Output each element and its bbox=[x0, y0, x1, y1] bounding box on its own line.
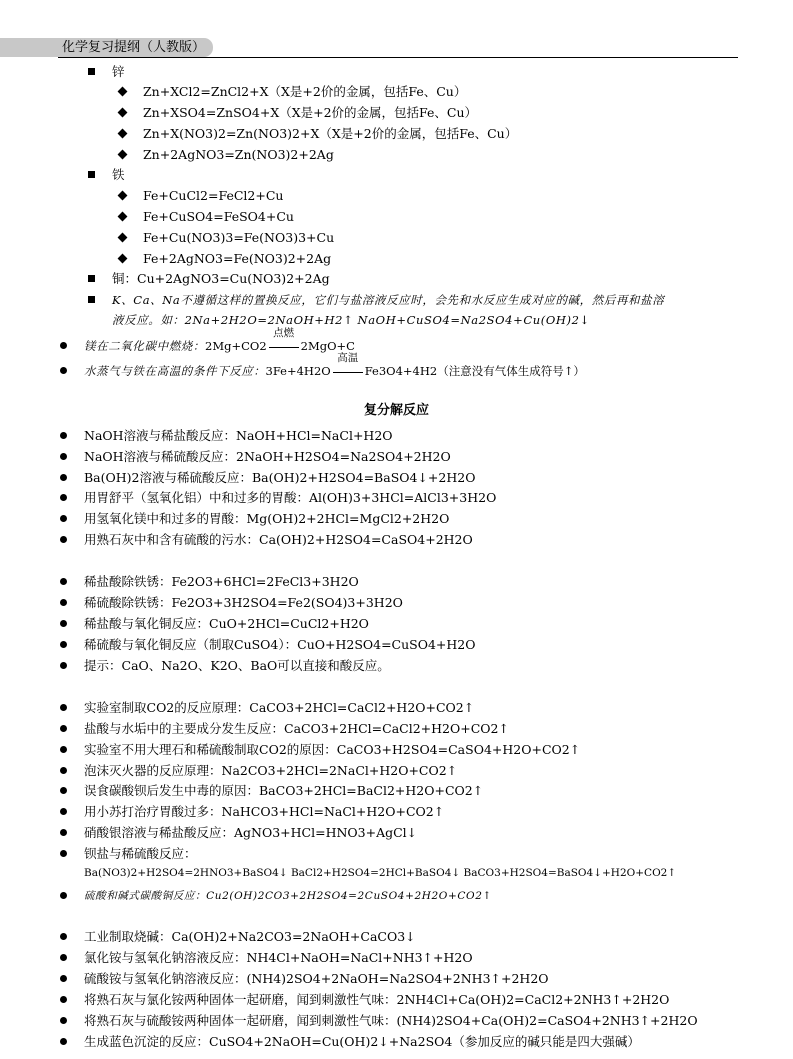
g4-item-2: 氯化铵与氢氧化钠溶液反应：NH4Cl+NaOH=NaCl+NH3↑+H2O bbox=[84, 950, 473, 965]
reaction-arrow bbox=[267, 327, 301, 355]
g2-item-3: 稀盐酸与氧化铜反应：CuO+2HCl=CuCl2+H2O bbox=[84, 616, 369, 631]
g3-item-8: 钡盐与稀硫酸反应： bbox=[84, 846, 197, 861]
mg-co2-desc: 镁在二氧化碳中燃烧： bbox=[84, 339, 205, 353]
iron-eq-4: Fe+2AgNO3=Fe(NO3)2+2Ag bbox=[143, 251, 332, 266]
round-bullet-icon bbox=[60, 892, 67, 899]
diamond-bullet-icon bbox=[118, 129, 128, 139]
g1-item-6: 用熟石灰中和含有硫酸的污水：Ca(OH)2+H2SO4=CaSO4+2H2O bbox=[84, 532, 473, 547]
round-bullet-icon bbox=[60, 453, 67, 460]
round-bullet-icon bbox=[60, 1038, 67, 1045]
steam-fe-left: 3Fe+4H2O bbox=[265, 364, 331, 378]
round-bullet-icon bbox=[60, 342, 67, 349]
g1-item-5: 用氢氧化镁中和过多的胃酸：Mg(OH)2+2HCl=MgCl2+2H2O bbox=[84, 511, 450, 526]
round-bullet-icon bbox=[60, 746, 67, 753]
round-bullet-icon bbox=[60, 599, 67, 606]
diamond-bullet-icon bbox=[118, 254, 128, 264]
zinc-eq-4: Zn+2AgNO3=Zn(NO3)2+2Ag bbox=[143, 147, 334, 162]
mg-co2-line bbox=[84, 327, 355, 355]
g4-item-3: 硫酸铵与氢氧化钠溶液反应：(NH4)2SO4+2NaOH=Na2SO4+2NH3↑+2H2O bbox=[84, 971, 549, 986]
g2-item-5: 提示：CaO、Na2O、K2O、BaO可以直接和酸反应。 bbox=[84, 658, 390, 673]
kcana-note-line1: K、Ca、Na不遵循这样的置换反应，它们与盐溶液反应时，会先和水反应生成对应的碱，然后再和盐溶 bbox=[112, 293, 665, 307]
g3-item-6: 用小苏打治疗胃酸过多：NaHCO3+HCl=NaCl+H2O+CO2↑ bbox=[84, 804, 445, 819]
iron-eq-1: Fe+CuCl2=FeCl2+Cu bbox=[143, 188, 284, 203]
iron-eq-2: Fe+CuSO4=FeSO4+Cu bbox=[143, 209, 294, 224]
g4-item-1: 工业制取烧碱：Ca(OH)2+Na2CO3=2NaOH+CaCO3↓ bbox=[84, 929, 416, 944]
g4-item-6: 生成蓝色沉淀的反应：CuSO4+2NaOH=Cu(OH)2↓+Na2SO4（参加反应的碱只能是四大强碱） bbox=[84, 1034, 640, 1049]
round-bullet-icon bbox=[60, 620, 67, 627]
g3-item-4: 泡沫灭火器的反应原理：Na2CO3+2HCl=2NaCl+H2O+CO2↑ bbox=[84, 763, 458, 778]
basic-copper-eq: 硫酸和碱式碳酸铜反应：Cu2(OH)2CO3+2H2SO4=2CuSO4+2H2O+CO2↑ bbox=[84, 890, 492, 902]
diamond-bullet-icon bbox=[118, 212, 128, 222]
page-header-title: 化学复习提纲（人教版） bbox=[62, 40, 206, 55]
diamond-bullet-icon bbox=[118, 233, 128, 243]
mg-co2-right: 2MgO+C bbox=[300, 339, 355, 353]
round-bullet-icon bbox=[60, 578, 67, 585]
g3-item-5: 误食碳酸钡后发生中毒的原因：BaCO3+2HCl=BaCl2+H2O+CO2↑ bbox=[84, 783, 484, 798]
g1-item-4: 用胃舒平（氢氧化铝）中和过多的胃酸：Al(OH)3+3HCl=AlCl3+3H2O bbox=[84, 490, 497, 505]
square-bullet-icon bbox=[88, 68, 95, 75]
round-bullet-icon bbox=[60, 767, 67, 774]
reaction-arrow bbox=[331, 352, 365, 380]
g2-item-1: 稀盐酸除铁锈：Fe2O3+6HCl=2FeCl3+3H2O bbox=[84, 574, 359, 589]
mg-co2-cond: 点燃 bbox=[273, 327, 295, 339]
steam-fe-right: Fe3O4+4H2（注意没有气体生成符号↑） bbox=[364, 364, 585, 378]
g2-item-4: 稀硫酸与氧化铜反应（制取CuSO4）：CuO+H2SO4=CuSO4+H2O bbox=[84, 637, 476, 652]
g3-item-3: 实验室不用大理石和稀硫酸制取CO2的原因：CaCO3+H2SO4=CaSO4+H2O+CO2↑ bbox=[84, 742, 581, 757]
g4-item-4: 将熟石灰与氯化铵两种固体一起研磨，闻到刺激性气味：2NH4Cl+Ca(OH)2=CaCl2+2NH3↑+2H2O bbox=[84, 992, 670, 1007]
round-bullet-icon bbox=[60, 954, 67, 961]
header-divider bbox=[58, 57, 738, 58]
steam-fe-desc: 水蒸气与铁在高温的条件下反应： bbox=[84, 364, 266, 378]
g3-item-1: 实验室制取CO2的反应原理：CaCO3+2HCl=CaCl2+H2O+CO2↑ bbox=[84, 700, 475, 715]
round-bullet-icon bbox=[60, 662, 67, 669]
round-bullet-icon bbox=[60, 725, 67, 732]
round-bullet-icon bbox=[60, 367, 67, 374]
round-bullet-icon bbox=[60, 933, 67, 940]
diamond-bullet-icon bbox=[118, 87, 128, 97]
zinc-label: 锌 bbox=[112, 64, 125, 79]
round-bullet-icon bbox=[60, 829, 67, 836]
round-bullet-icon bbox=[60, 787, 67, 794]
zinc-eq-3: Zn+X(NO3)2=Zn(NO3)2+X（X是+2价的金属，包括Fe、Cu） bbox=[143, 126, 518, 141]
diamond-bullet-icon bbox=[118, 191, 128, 201]
square-bullet-icon bbox=[88, 171, 95, 178]
round-bullet-icon bbox=[60, 975, 67, 982]
g3-item-2: 盐酸与水垢中的主要成分发生反应：CaCO3+2HCl=CaCl2+H2O+CO2↑ bbox=[84, 721, 509, 736]
diamond-bullet-icon bbox=[118, 150, 128, 160]
round-bullet-icon bbox=[60, 808, 67, 815]
mg-co2-left: 2Mg+CO2 bbox=[205, 339, 267, 353]
g1-item-1: NaOH溶液与稀盐酸反应：NaOH+HCl=NaCl+H2O bbox=[84, 428, 393, 443]
steam-fe-line bbox=[84, 352, 585, 380]
kcana-note-line2: 液反应。如：2Na+2H2O=2NaOH+H2↑ NaOH+CuSO4=Na2SO4+Cu(OH)2↓ bbox=[112, 313, 590, 327]
g4-item-5: 将熟石灰与硫酸铵两种固体一起研磨，闻到刺激性气味：(NH4)2SO4+Ca(OH)2=CaSO4+2NH3↑+2H2O bbox=[84, 1013, 698, 1028]
barium-equations: Ba(NO3)2+H2SO4=2HNO3+BaSO4↓ BaCl2+H2SO4=2HCl+BaSO4↓ BaCO3+H2SO4=BaSO4↓+H2O+CO2↑ bbox=[84, 867, 677, 879]
iron-eq-3: Fe+Cu(NO3)3=Fe(NO3)3+Cu bbox=[143, 230, 335, 245]
round-bullet-icon bbox=[60, 996, 67, 1003]
copper-eq: 铜：Cu+2AgNO3=Cu(NO3)2+2Ag bbox=[112, 271, 330, 286]
round-bullet-icon bbox=[60, 704, 67, 711]
square-bullet-icon bbox=[88, 296, 95, 303]
round-bullet-icon bbox=[60, 641, 67, 648]
g2-item-2: 稀硫酸除铁锈：Fe2O3+3H2SO4=Fe2(SO4)3+3H2O bbox=[84, 595, 403, 610]
round-bullet-icon bbox=[60, 536, 67, 543]
round-bullet-icon bbox=[60, 432, 67, 439]
diamond-bullet-icon bbox=[118, 108, 128, 118]
zinc-eq-2: Zn+XSO4=ZnSO4+X（X是+2价的金属，包括Fe、Cu） bbox=[143, 105, 478, 120]
zinc-eq-1: Zn+XCl2=ZnCl2+X（X是+2价的金属，包括Fe、Cu） bbox=[143, 84, 467, 99]
section-title: 复分解反应 bbox=[363, 403, 429, 418]
iron-label: 铁 bbox=[112, 167, 125, 182]
round-bullet-icon bbox=[60, 515, 67, 522]
round-bullet-icon bbox=[60, 1017, 67, 1024]
g1-item-3: Ba(OH)2溶液与稀硫酸反应：Ba(OH)2+H2SO4=BaSO4↓+2H2O bbox=[84, 470, 476, 485]
square-bullet-icon bbox=[88, 275, 95, 282]
steam-fe-cond: 高温 bbox=[337, 352, 359, 364]
round-bullet-icon bbox=[60, 474, 67, 481]
round-bullet-icon bbox=[60, 494, 67, 501]
round-bullet-icon bbox=[60, 850, 67, 857]
g1-item-2: NaOH溶液与稀硫酸反应：2NaOH+H2SO4=Na2SO4+2H2O bbox=[84, 449, 451, 464]
g3-item-7: 硝酸银溶液与稀盐酸反应：AgNO3+HCl=HNO3+AgCl↓ bbox=[84, 825, 418, 840]
